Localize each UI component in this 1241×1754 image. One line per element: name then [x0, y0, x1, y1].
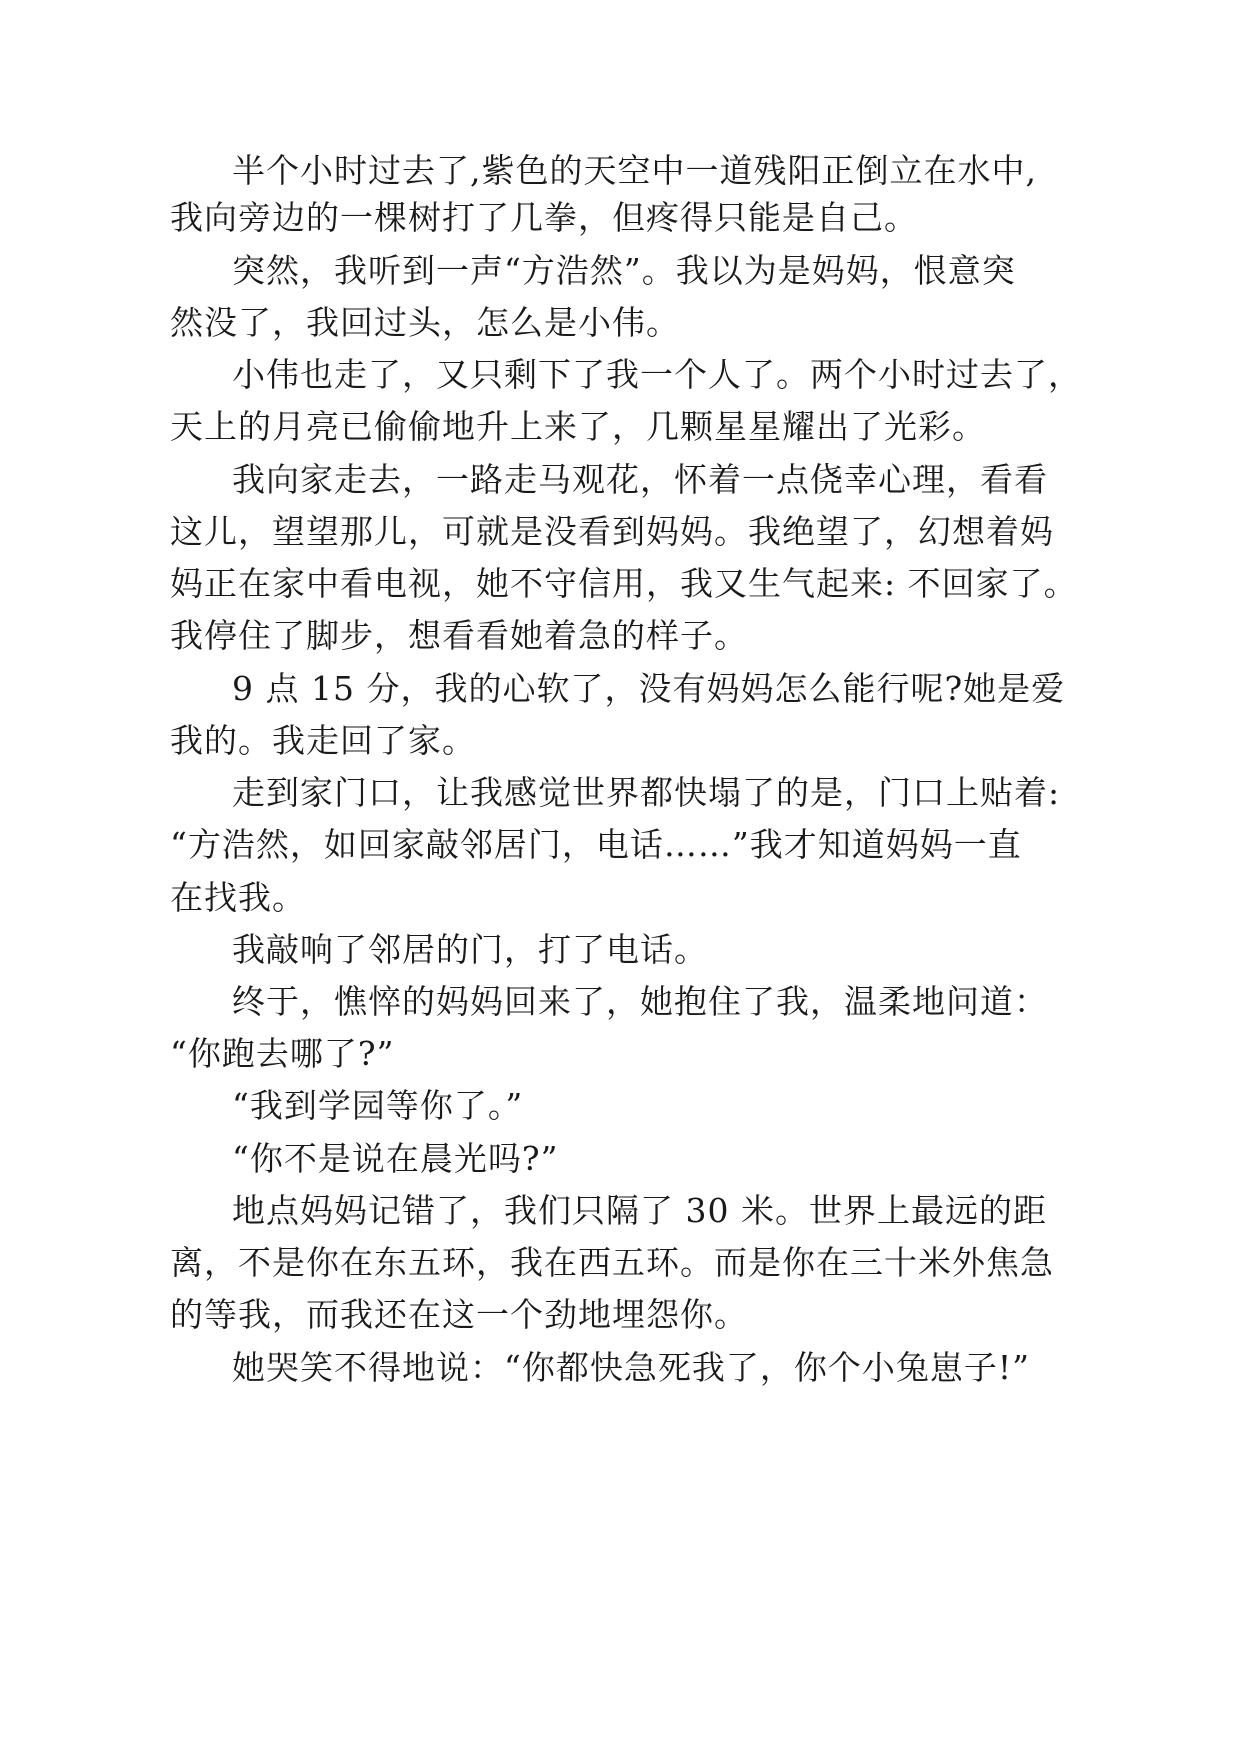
text-line: 这儿，望望那儿，可就是没看到妈妈。我绝望了，幻想着妈	[170, 512, 1054, 551]
text-line: 妈正在家中看电视，她不守信用，我又生气起来: 不回家了。	[170, 564, 1078, 603]
text-line: 我的。我走回了家。	[170, 721, 476, 760]
text-line: 我敲响了邻居的门，打了电话。	[232, 930, 708, 969]
text-line: 9 点 15 分，我的心软了，没有妈妈怎么能行呢?她是爱	[232, 669, 1066, 708]
text-line: “方浩然，如回家敲邻居门，电话……”我才知道妈妈一直	[170, 825, 1022, 864]
text-line: 地点妈妈记错了，我们只隔了 30 米。世界上最远的距	[232, 1191, 1047, 1230]
text-line: 终于，憔悴的妈妈回来了，她抱住了我，温柔地问道：	[232, 982, 1048, 1021]
text-line: “你不是说在晨光吗?”	[232, 1139, 559, 1178]
text-line: 我停住了脚步，想看看她着急的样子。	[170, 616, 748, 655]
text-line: 半个小时过去了,紫色的天空中一道残阳正倒立在水中,	[232, 151, 1037, 190]
text-line: 小伟也走了，又只剩下了我一个人了。两个小时过去了，	[232, 355, 1082, 394]
text-line: 我向旁边的一棵树打了几拳，但疼得只能是自己。	[170, 198, 918, 237]
text-line: 突然，我听到一声“方浩然”。我以为是妈妈，恨意突	[232, 251, 1016, 290]
text-line: 她哭笑不得地说：“你都快急死我了，你个小兔崽子!”	[232, 1348, 1031, 1387]
text-line: 天上的月亮已偷偷地升上来了，几颗星星耀出了光彩。	[170, 407, 986, 446]
text-line: “我到学园等你了。”	[232, 1086, 524, 1125]
text-line: “你跑去哪了?”	[170, 1034, 395, 1073]
text-line: 走到家门口，让我感觉世界都快塌了的是，门口上贴着:	[232, 773, 1061, 812]
text-line: 我向家走去，一路走马观花，怀着一点侥幸心理，看看	[232, 460, 1048, 499]
text-line: 然没了，我回过头，怎么是小伟。	[170, 303, 680, 342]
text-line: 离，不是你在东五环，我在西五环。而是你在三十米外焦急	[170, 1243, 1054, 1282]
text-line: 的等我，而我还在这一个劲地埋怨你。	[170, 1295, 748, 1334]
text-line: 在找我。	[170, 878, 306, 917]
